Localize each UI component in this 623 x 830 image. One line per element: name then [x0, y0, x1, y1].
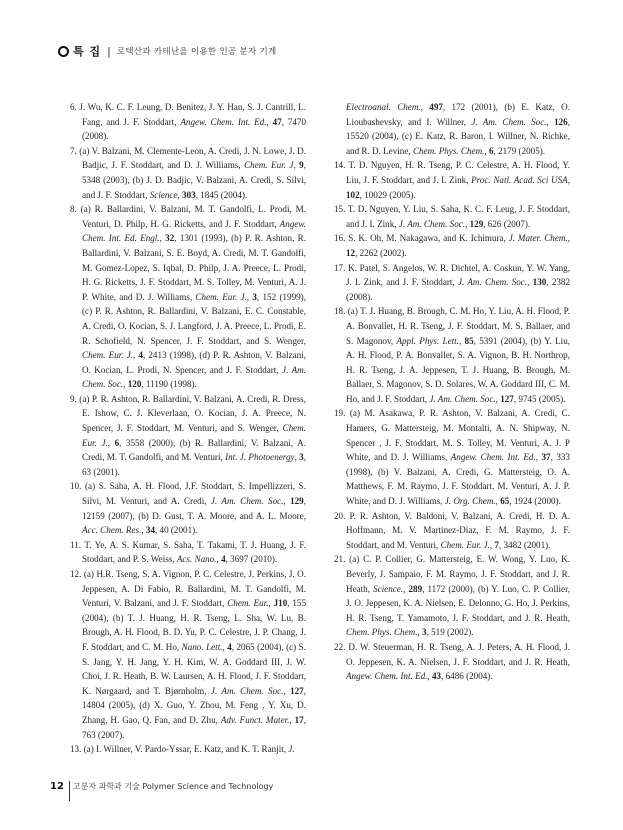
references-column-right [334, 100, 570, 684]
running-header [58, 43, 277, 59]
reference-7: 7. (a) V. Balzani, M. Clemente-Leon, A. Credi, J. N. Lowe, J. D. Badjic, J. F. Stoddart, and D. J. Williams, Chem. Eur. J, 9, 5348 (2003), (b) J. D. Badjic, V. Balzani, A. Credi, S. Silvi, and J. F. Stoddart, Science, 303, 1845 (2004). [70, 145, 306, 200]
reference-11: 11. T. Ye, A. S. Kumar, S. Saha, T. Takami, T. J. Huang, J. F. Stoddart, and P. S. Weiss, Acs. Nano., 4, 3697 (2010). [70, 539, 306, 565]
reference-22: 22. D. W. Steuerman, H. R. Tseng, A. J. Peters, A. H. Flood, J. O. Jeppesen, K. A. Nielsen, J. F. Stoddart, and J. R. Heath, Angew. Chem. Int. Ed., 43, 6486 (2004). [334, 641, 570, 682]
article-title: 로택산과 카테난을 이용한 인공 분자 기계 [116, 47, 277, 57]
header-separator: | [107, 44, 111, 58]
page-number: 12 [50, 781, 64, 792]
reference-13a: 13. (a) I. Willner, V. Pardo-Yssar, E. Katz, and K. T. Ranjit, J. [70, 744, 295, 755]
journal-name: 고분자 과학과 기술 Polymer Science and Technology [72, 782, 274, 791]
reference-15: 15. T. D. Nguyen, Y. Liu, S. Saha, K. C. F. Leug, J. F. Stoddart, and J. I. Zink, J. Am. Chem. Soc., 129, 626 (2007). [334, 204, 570, 229]
reference-19: 19. (a) M. Asakawa, P. R. Ashton, V. Balzani, A. Credi, C. Hamers, G. Mattersteig, M. Montalti, A. N. Shipway, N. Spencer , J. F. Stoddart, M. S. Tolley, M. Venturi, A. J. P White, and D. J. Williams, Angew. Chem. Int. Ed., 37, 333 (1998), (b) V. Balzani, A. Credi, G. Mattersteig, O. A. Matthews, F. M. Raymo, J. F. Stoddart, M. Venturi, A. J. P. White, and D. J. Williams, J. Org. Chem., 65, 1924 (2000). [334, 408, 570, 507]
reference-12: 12. (a) H.R. Tseng, S. A. Vignon, P. C. Celestre, J. Perkins, J. O. Jeppesen, A. Di Fabio, R. Ballardini, M. T. Gandolfi, M. Venturi, V. Balzani, and J. F. Stoddart, Chem. Eur., J10, 155 (2004), (b) T. J. Huang, H. R. Tseng, L. Sha, W. Lu, B. Brough, A. H. Flood, B. D. Yu, P. C. Celestre, J. P. Chang, J. F. Stoddart, and C. M. Ho, Nano. Lett., 4, 2065 (2004), (c) S. S. Jang, Y. H. Jang, Y. H. Kim, W. A. Goddard III, J. W. Choi, J. R. Heath, B. W. Laursen, A. H. Flood, J. F. Stoddart, K. Nørgaard, and T. Bjørnholm, J. Am. Chem. Soc., 127, 14804 (2005), (d) X. Guo, Y. Zhou, M. Feng , Y. Xu, D. Zhang, H. Gao, Q. Fan, and D. Zhu, Adv. Funct. Mater., 17, 763 (2007). [70, 569, 307, 740]
reference-8: 8. (a) R. Ballardini, V. Balzani, M. T. Gandolfi, L. Prodi, M. Venturi, D. Philp, H. G. Ricketts, and J. F. Stoddart, Angew. Chem. Int. Ed. Engl., 32, 1301 (1993), (b) P. R. Ashton, R. Ballardini, V. Balzani, S. E. Boyd, A. Credi, M. T. Gandolfi, M. Gomez-Lopez, S. Iqbal, D. Philp, J. A. Preece, L. Prodi, H. G. Ricketts, J. F. Stoddart, M. S. Tolley, M. Venturi, A. J. P. White, and D. J. Williams, Chem. Eur. J., 3, 152 (1999), (c) P. R. Ashton, R. Ballardini, V. Balzani, E. C. Constable, A. Credi, O. Kocian, S. J. Langford, J. A. Preece, L. Prodi, E. R. Schofield, N. Spencer, J. F. Stoddart, and S. Wenger, Chem. Eur. J., 4, 2413 (1998), (d) P. R. Ashton, V. Balzani, O. Kocian, L. Prodi, N. Spencer, and J. F. Stoddart, J. Am. Chem. Soc., 120, 11190 (1998). [70, 204, 306, 390]
reference-18: 18. (a) T. J. Huang, B. Brough, C. M. Ho, Y. Liu, A. H. Flood, P. A. Bonvallet, H. R. Tseng, J. F. Stoddart, M. S. Ballaer, and S. Magonov, Appl. Phys. Lett., 85, 5391 (2004), (b) Y. Liu, A. H. Flood, P. A. Bonvallet, S. A. Vignon, B. H. Northrop, H. R. Tseng, J. A. Jeppesen, T. J. Huang, B. Brough, M. Ballaer, S. Magonov, S. D. Solares, W. A. Goddard III, C. M. Ho, and J. F. Stoddart, J. Am. Chem. Soc., 127, 9745 (2005). [334, 306, 571, 404]
reference-16: 16. S. K. Oh, M. Nakagawa, and K. Ichimura, J. Mater. Chem., 12, 2262 (2002). [334, 233, 570, 258]
running-footer [50, 781, 273, 801]
footer-divider [69, 781, 70, 801]
reference-9: 9. (a) P. R. Ashton, R. Ballardini, V. Balzani, A. Credi, R. Dress, E. Ishow, C. J. Kleverlaan, O. Kocian, J. A. Preece, N. Spencer, J. F. Stoddart, M. Venturi, and S. Wenger, Chem. Eur. J., 6, 3558 (2000), (b) R. Ballardini, V. Balzani, A. Credi, M. T. Gandolfi, and M. Venturi, Int. J. Photoenergy, 3, 63 (2001). [70, 393, 306, 477]
circle-bullet-icon [58, 46, 69, 57]
section-label: 특 집 [73, 45, 102, 58]
reference-14: 14. T. D. Nguyen, H. R. Tseng, P. C. Celestre, A. H. Flood, Y. Liu, J. F. Stoddart, and J. I. Zink, Proc. Natl. Acad. Sci USA, 102, 10029 (2005). [334, 160, 570, 200]
reference-21: 21. (a) C. P. Collier, G. Mattersteig, E. W. Wong, Y. Luo, K. Beverly, J. Sampaio, F. M. Raymo, J. F. Stoddart, and J. R. Heath, Science., 289, 1172 (2000), (b) Y. Luo, C. P. Collier, J. O. Jeppesen, K. A. Nielsen, E. Delonno, G. Ho, J. Perkins, H. R. Tseng, T. Yamamoto, J. F. Stoddart, and J. R. Heath, Chem. Phys. Chem., 3, 519 (2002). [334, 554, 571, 638]
reference-20: 20. P. R. Ashton, V. Baldoni, V. Balzani, A. Credi, H. D. A. Hoffmann, M. V. Martinez-Diaz, F. M. Raymo, J. F. Stoddart, and M. Venturi, Chem. Eur. J., 7, 3482 (2001). [334, 510, 570, 550]
references-column-left [70, 100, 306, 757]
reference-6: 6. J. Wu, K. C. F. Leung, D. Benitez, J. Y. Han, S. J. Cantrill, L. Fang, and J. F. Stoddart, Angew. Chem. Int. Ed., 47, 7470 (2008). [70, 102, 307, 142]
reference-10: 10. (a) S. Saha, A. H. Flood, J.F. Stoddart, S. Impellizzeri, S. Silvi, M. Venturi, and A. Credi, J. Am. Chem. Soc., 129, 12159 (2007), (b) D. Gust, T. A. Moore, and A. L. Moore, Acc. Chem. Res., 34, 40 (2001). [70, 481, 306, 536]
reference-13b: Electroanal. Chem., 497, 172 (2001), (b) E. Katz, O. Lioubashevsky, and I. Willner, J. Am. Chem. Soc., 126, 15520 (2004), (c) E. Katz, R. Baron, I. Willner, N. Richke, and R. D. Levine, Chem. Phys. Chem., 6, 2179 (2005). [346, 102, 570, 156]
reference-17: 17. K. Patel, S. Angelos, W. R. Dichtel, A. Coskun, Y. W. Yang, J. I. Zink, and J. F. Stoddart, J. Am. Chem. Soc., 130, 2382 (2008). [334, 262, 571, 302]
